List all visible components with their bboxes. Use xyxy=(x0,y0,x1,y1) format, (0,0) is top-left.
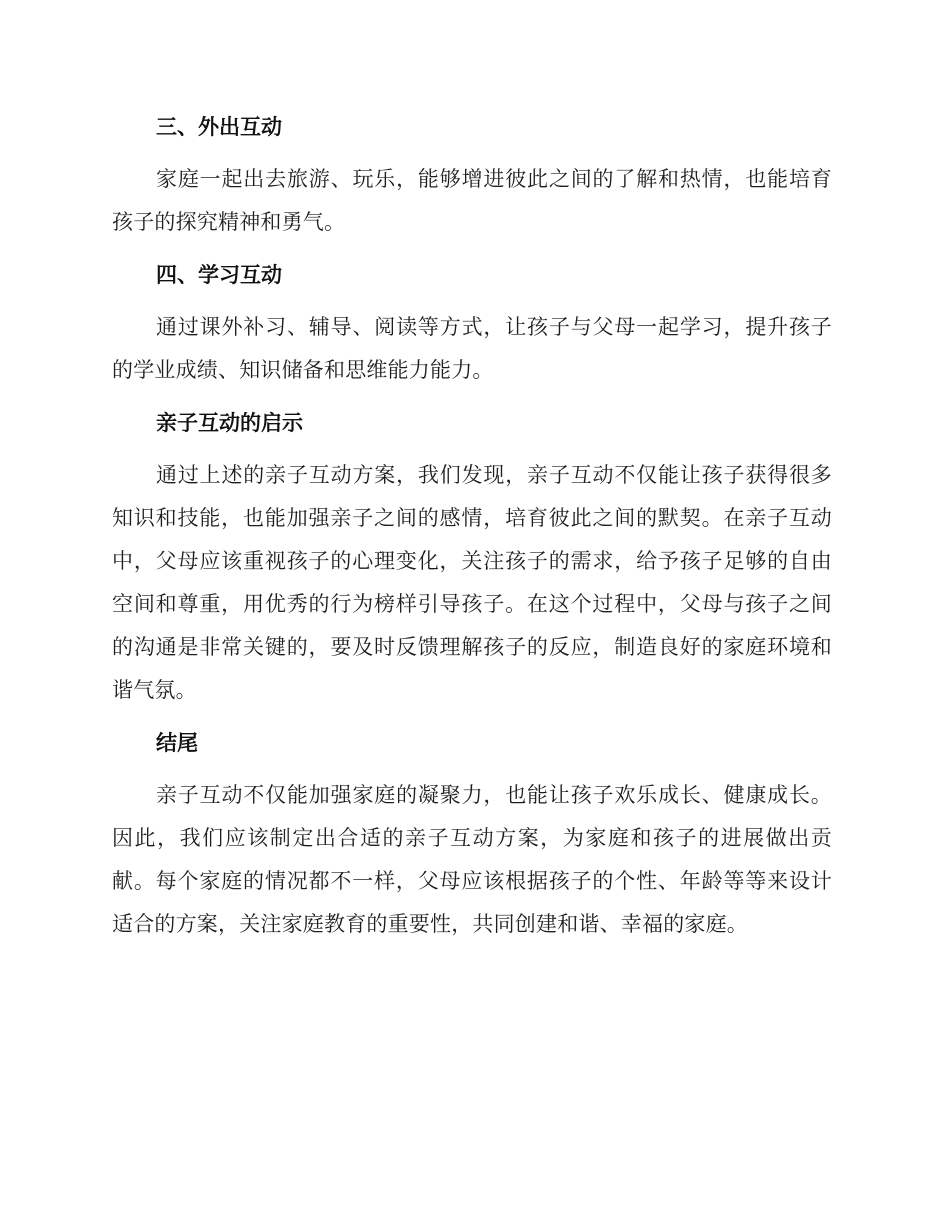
section-paragraph-conclusion: 亲子互动不仅能加强家庭的凝聚力，也能让孩子欢乐成长、健康成长。因此，我们应该制定出合适的亲子互动方案，为家庭和孩子的进展做出贡献。每个家庭的情况都不一样，父母应该根据孩子的个性、年龄等等来设计适合的方案，关注家庭教育的重要性，共同创建和谐、幸福的家庭。 xyxy=(112,783,832,936)
section-heading-outing: 三、外出互动 xyxy=(156,115,282,139)
section-heading-insights: 亲子互动的启示 xyxy=(156,411,303,435)
section-heading-conclusion: 结尾 xyxy=(156,731,198,755)
section-heading-learning: 四、学习互动 xyxy=(156,263,282,287)
section-paragraph-learning: 通过课外补习、辅导、阅读等方式，让孩子与父母一起学习，提升孩子的学业成绩、知识储备和思维能力能力。 xyxy=(112,315,832,382)
document-page xyxy=(112,108,832,946)
section-paragraph-insights: 通过上述的亲子互动方案，我们发现，亲子互动不仅能让孩子获得很多知识和技能，也能加强亲子之间的感情，培育彼此之间的默契。在亲子互动中，父母应该重视孩子的心理变化，关注孩子的需求，给予孩子足够的自由空间和尊重，用优秀的行为榜样引导孩子。在这个过程中，父母与孩子之间的沟通是非常关键的，要及时反馈理解孩子的反应，制造良好的家庭环境和谐气氛。 xyxy=(112,463,832,702)
section-paragraph-outing: 家庭一起出去旅游、玩乐，能够增进彼此之间的了解和热情，也能培育孩子的探究精神和勇气。 xyxy=(112,167,832,234)
